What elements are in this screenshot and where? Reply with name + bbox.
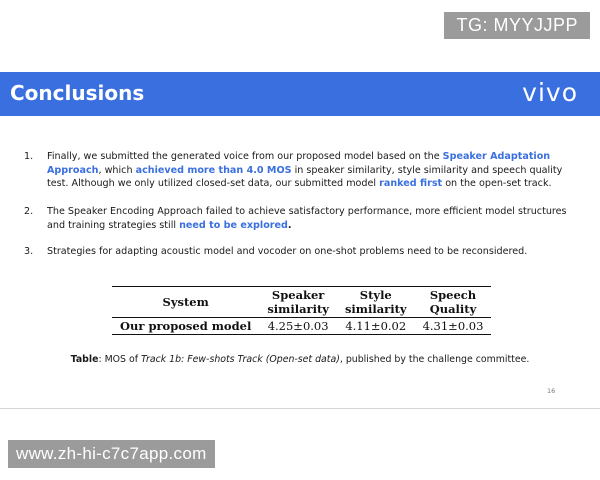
cell-speech-quality: 4.31±0.03	[422, 319, 484, 333]
conclusion-point-3	[24, 245, 580, 259]
text-segment: The Speaker Encoding Approach failed to achieve satisfactory performance, more efficient model structures and training strategies still	[47, 206, 567, 231]
caption-label: Table	[70, 354, 99, 365]
conclusion-point-1	[24, 150, 580, 191]
top-watermark: TG: MYYJJPP	[444, 12, 590, 39]
mos-table	[112, 286, 491, 335]
divider	[0, 408, 600, 409]
header-speech-quality: Speech Quality	[429, 288, 477, 316]
header-style-similarity: Style similarity	[344, 288, 407, 316]
header-speaker-similarity: Speaker similarity	[267, 288, 329, 316]
page-number: 16	[547, 387, 556, 395]
point-text	[47, 245, 580, 259]
slide-title: Conclusions	[10, 81, 145, 105]
vivo-logo: vivo	[522, 78, 578, 107]
point-text	[47, 150, 580, 191]
table-caption	[0, 354, 600, 365]
highlighted-phrase: ranked first	[379, 178, 443, 189]
text-segment: , which	[98, 164, 136, 176]
caption-suffix: , published by the challenge committee.	[339, 354, 530, 365]
cell-style-similarity: 4.11±0.02	[345, 319, 407, 333]
table-row	[112, 318, 491, 335]
header-system: System	[162, 295, 209, 309]
point-number: 3.	[24, 246, 34, 257]
point-number: 1.	[24, 151, 34, 162]
caption-prefix: : MOS of	[98, 354, 142, 365]
cell-system: Our proposed model	[120, 319, 252, 333]
caption-track: Track 1b: Few-shots Track (Open-set data)	[141, 354, 340, 365]
text-segment: in speaker similarity, style similarity and speech quality test. Although we only utilized closed-set data, our submitted model	[47, 164, 563, 189]
text-segment: Finally, we submitted the generated voice from our proposed model based on the	[47, 151, 443, 162]
text-segment: Strategies for adapting acoustic model and vocoder on one-shot problems need to be reconsidered.	[47, 246, 528, 257]
conclusion-point-2	[24, 205, 580, 232]
table-header-row	[112, 287, 491, 318]
text-segment: .	[287, 219, 292, 231]
point-number: 2.	[24, 206, 34, 217]
slide-header-bar	[0, 72, 600, 116]
highlighted-phrase: Speaker Adaptation Approach	[47, 151, 551, 176]
highlighted-phrase: achieved more than 4.0 MOS	[135, 164, 292, 176]
text-segment: on the open-set track.	[442, 178, 552, 189]
cell-speaker-similarity: 4.25±0.03	[267, 319, 329, 333]
bottom-watermark: www.zh-hi-c7c7app.com	[8, 440, 215, 468]
highlighted-phrase: need to be explored	[179, 219, 288, 231]
point-text	[47, 205, 580, 232]
